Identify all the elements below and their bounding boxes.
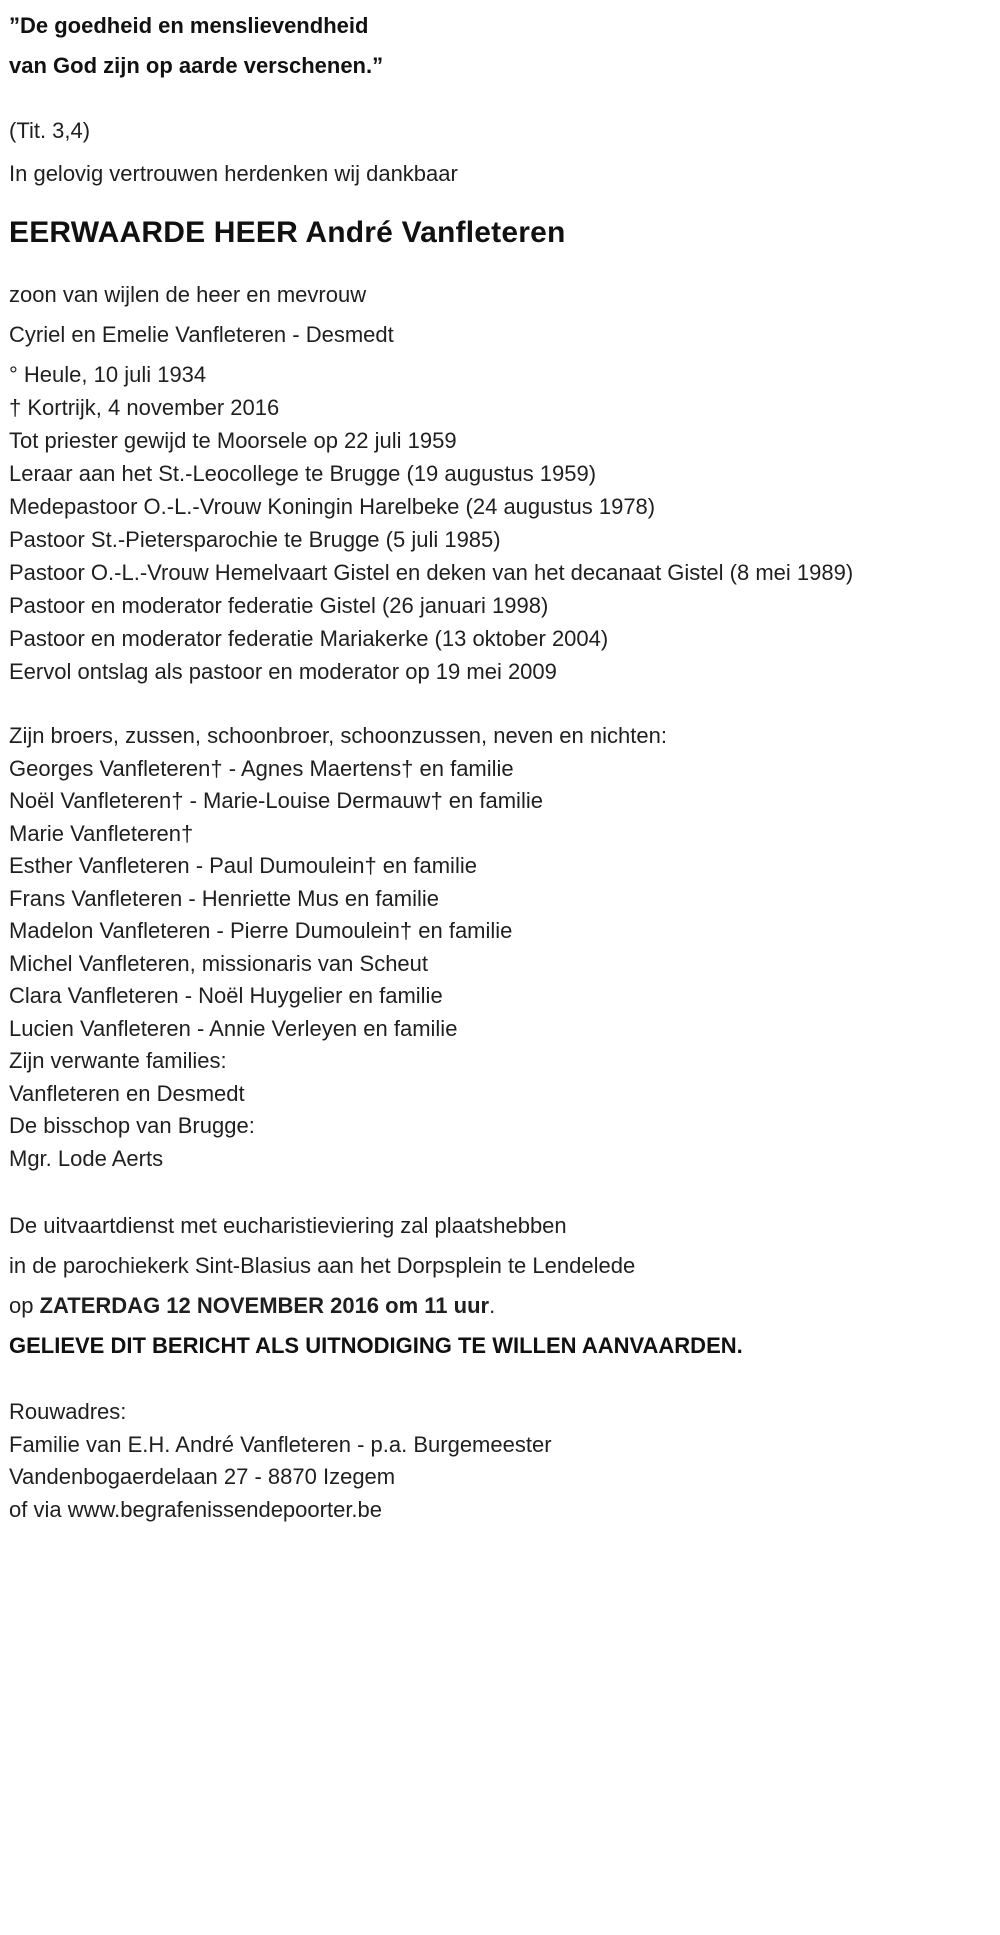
bio-line: Pastoor St.-Pietersparochie te Brugge (5 juli 1985) xyxy=(9,527,501,552)
bio-line: Cyriel en Emelie Vanfleteren - Desmedt xyxy=(9,322,394,347)
family-line: Madelon Vanfleteren - Pierre Dumoulein† en familie xyxy=(9,918,513,943)
bio-line: Eervol ontslag als pastoor en moderator op 19 mei 2009 xyxy=(9,659,557,684)
family-intro-line: Zijn broers, zussen, schoonbroer, schoonzussen, neven en nichten: xyxy=(9,723,667,748)
family-line: Noël Vanfleteren† - Marie-Louise Dermauw† en familie xyxy=(9,788,543,813)
funeral-date-line xyxy=(9,1286,986,1326)
family-line: Esther Vanfleteren - Paul Dumoulein† en familie xyxy=(9,853,477,878)
biography-section xyxy=(9,278,986,688)
funeral-date-suffix: . xyxy=(489,1293,496,1318)
bishop-name: Mgr. Lode Aerts xyxy=(9,1145,164,1171)
quote-line-1: ”De goedheid en menslievendheid xyxy=(9,13,369,38)
death-line: † Kortrijk, 4 november 2016 xyxy=(9,395,280,420)
family-line: Georges Vanfleteren† - Agnes Maertens† en familie xyxy=(9,755,514,781)
related-families-label: Zijn verwante families: xyxy=(9,1048,227,1073)
mourning-address-label: Rouwadres: xyxy=(9,1399,127,1424)
funeral-line: De uitvaartdienst met eucharistieviering zal plaatshebben xyxy=(9,1213,567,1238)
birth-line: ° Heule, 10 juli 1934 xyxy=(9,362,207,387)
related-families-line: Vanfleteren en Desmedt xyxy=(9,1080,245,1106)
family-section xyxy=(9,720,986,1175)
bishop-label: De bisschop van Brugge: xyxy=(9,1113,255,1138)
mourning-address-line: Familie van E.H. André Vanfleteren - p.a. Burgemeester xyxy=(9,1431,552,1457)
funeral-line: in de parochiekerk Sint-Blasius aan het Dorpsplein te Lendelede xyxy=(9,1253,636,1278)
funeral-date-prefix: op xyxy=(9,1293,40,1318)
bio-line: Pastoor en moderator federatie Mariakerke (13 oktober 2004) xyxy=(9,626,609,651)
family-line: Michel Vanfleteren, missionaris van Scheut xyxy=(9,950,429,976)
bio-line: Medepastoor O.-L.-Vrouw Koningin Harelbeke (24 augustus 1978) xyxy=(9,494,656,519)
family-line: Marie Vanfleteren† xyxy=(9,820,194,846)
bio-line: zoon van wijlen de heer en mevrouw xyxy=(9,282,367,307)
family-line: Clara Vanfleteren - Noël Huygelier en familie xyxy=(9,983,443,1008)
deceased-name-title: EERWAARDE HEER André Vanfleteren xyxy=(9,216,566,249)
funeral-date-bold: ZATERDAG 12 NOVEMBER 2016 om 11 uur xyxy=(39,1293,490,1318)
bio-line: Tot priester gewijd te Moorsele op 22 juli 1959 xyxy=(9,428,457,453)
bio-line: Pastoor O.-L.-Vrouw Hemelvaart Gistel en deken van het decanaat Gistel (8 mei 1989) xyxy=(9,560,854,585)
family-line: Frans Vanfleteren - Henriette Mus en familie xyxy=(9,885,439,911)
bio-line: Pastoor en moderator federatie Gistel (26 januari 1998) xyxy=(9,593,549,618)
intro-line: In gelovig vertrouwen herdenken wij dankbaar xyxy=(9,161,458,186)
bio-line: Leraar aan het St.-Leocollege te Brugge (19 augustus 1959) xyxy=(9,461,597,486)
funeral-section xyxy=(9,1206,986,1366)
invitation-line: GELIEVE DIT BERICHT ALS UITNODIGING TE WILLEN AANVAARDEN. xyxy=(9,1333,743,1358)
family-line: Lucien Vanfleteren - Annie Verleyen en familie xyxy=(9,1015,458,1041)
opening-quote xyxy=(9,6,986,86)
funeral-home-website: of via www.begrafenissendepoorter.be xyxy=(9,1496,383,1522)
contact-section xyxy=(9,1396,986,1526)
bible-reference: (Tit. 3,4) xyxy=(9,118,91,143)
mourning-address-line: Vandenbogaerdelaan 27 - 8870 Izegem xyxy=(9,1464,396,1489)
quote-line-2: van God zijn op aarde verschenen.” xyxy=(9,53,384,78)
